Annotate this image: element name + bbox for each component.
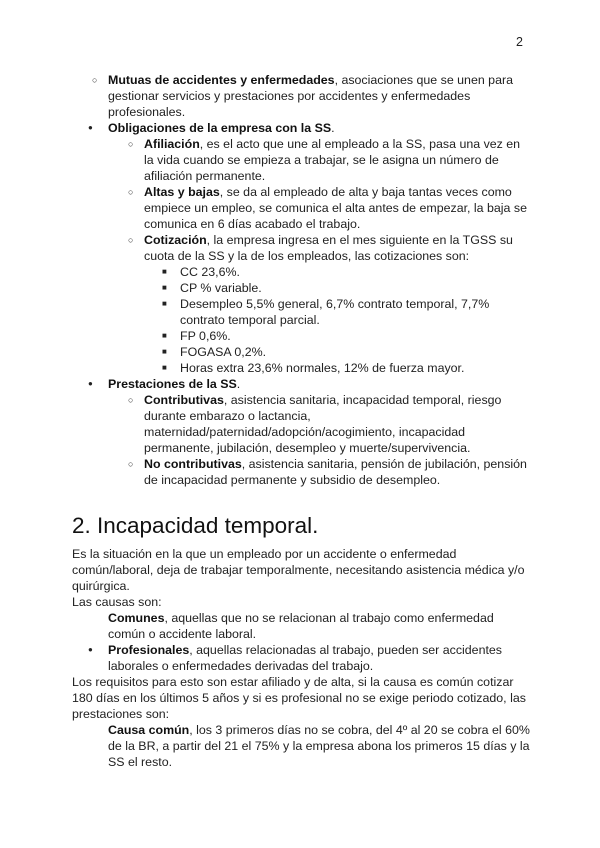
- list-item-afiliacion: ○ Afiliación, es el acto que une al empleado a la SS, pasa una vez en la vida cuando se empieza a trabajar, se le asigna un número de afiliación permanente.: [144, 136, 532, 184]
- causas-label: Las causas son:: [72, 595, 162, 609]
- page-number: 2: [516, 35, 523, 49]
- list-item-profesionales: ● Profesionales, aquellas relacionadas al trabajo, pueden ser accidentes laborales o enfermedades derivadas del trabajo.: [108, 642, 532, 674]
- requisitos-paragraph: Los requisitos para esto son estar afiliado y de alta, si la causa es común cotizar 180 días en los últimos 5 años y si es profesional no se exige periodo cotizado, las prestaciones son:: [72, 675, 526, 721]
- intro-paragraph: Es la situación en la que un empleado por un accidente o enfermedad común/laboral, deja de trabajar temporalmente, necesitando asistencia médica y/o quirúrgica.: [72, 547, 525, 593]
- document-body: [72, 72, 532, 770]
- list-item: [72, 72, 532, 120]
- list-item-contributivas: ○ Contributivas, asistencia sanitaria, incapacidad temporal, riesgo durante embarazo o lactancia, maternidad/paternidad/adopción/acogimiento, incapacidad permanente, jubilación, desempleo y muerte/supervivencia.: [144, 392, 532, 456]
- list-item-fp: ■ FP 0,6%.: [180, 328, 504, 344]
- list-item-altas-bajas: ○ Altas y bajas, se da al empleado de alta y baja tantas veces como empiece un empleo, se comunica el alta antes de empezar, la baja se comunica en 6 días acabado el trabajo.: [144, 184, 532, 232]
- list-item-mutuas: ○ Mutuas de accidentes y enfermedades, asociaciones que se unen para gestionar servicios y prestaciones por accidentes y enfermedades profesionales.: [108, 72, 532, 120]
- list-item-horas-extra: ■ Horas extra 23,6% normales, 12% de fuerza mayor.: [180, 360, 504, 376]
- prestaciones-list: [72, 722, 532, 770]
- list-item-cp: ■ CP % variable.: [180, 280, 504, 296]
- list-item-comunes: Comunes, aquellas que no se relacionan al trabajo como enfermedad común o accidente laboral.: [108, 611, 494, 641]
- list-item-desempleo: ■ Desempleo 5,5% general, 6,7% contrato temporal, 7,7% contrato temporal parcial.: [180, 296, 504, 328]
- list-item-cc: ■ CC 23,6%.: [180, 264, 504, 280]
- main-list: [72, 72, 532, 488]
- list-item-prestaciones: ● Prestaciones de la SS. ○ Contributivas, asistencia sanitaria, incapacidad temporal, riesgo durante embarazo o lactancia, maternidad/paternidad/adopción/acogimiento, incapacidad permanente, jubilación, desempleo y muerte/supervivencia. ○ No contributivas, asistencia sanitaria, pensión de jubilación, pensión de incapacidad permanente y subsidio de desempleo.: [108, 376, 532, 488]
- causas-list: [72, 610, 532, 674]
- list-item-cotizacion: ○ Cotización, la empresa ingresa en el mes siguiente en la TGSS su cuota de la SS y la de los empleados, las cotizaciones son: ■ CC 23,6%. ■ CP % variable. ■ Desempleo 5,5% general, 6,7% contrato temporal, 7,7% contrato temporal parcial. ■ FP 0,6%. ■ FOGASA 0,2%. ■ Horas extra 23,6% normales, 12% de fuerza mayor.: [144, 232, 532, 376]
- section-heading: 2. Incapacidad temporal.: [72, 513, 319, 538]
- list-item-causa-comun: Causa común, los 3 primeros días no se cobra, del 4º al 20 se cobra el 60% de la BR, a partir del 21 el 75% y la empresa abona los primeros 15 días y la SS el resto.: [108, 723, 530, 769]
- list-item-fogasa: ■ FOGASA 0,2%.: [180, 344, 504, 360]
- list-item-obligaciones: ● Obligaciones de la empresa con la SS. ○ Afiliación, es el acto que une al empleado a la SS, pasa una vez en la vida cuando se empieza a trabajar, se le asigna un número de afiliación permanente. ○ Altas y bajas, se da al empleado de alta y baja tantas veces como empiece un empleo, se comunica el alta antes de empezar, la baja se comunica en 6 días acabado el trabajo. ○ Cotización, la empresa ingresa en el mes siguiente en la TGSS su cuota de la SS y la de los empleados, las cotizaciones son: ■ CC 23,6%. ■ CP % variable. ■ Desempleo 5,5% general, 6,7% contrato temporal, 7,7% contrato temporal parcial. ■ FP 0,6%. ■ FOGASA 0,2%. ■ Horas extra 23,6% normales, 12% de fuerza mayor.: [108, 120, 532, 376]
- list-item-no-contributivas: ○ No contributivas, asistencia sanitaria, pensión de jubilación, pensión de incapacidad permanente y subsidio de desempleo.: [144, 456, 532, 488]
